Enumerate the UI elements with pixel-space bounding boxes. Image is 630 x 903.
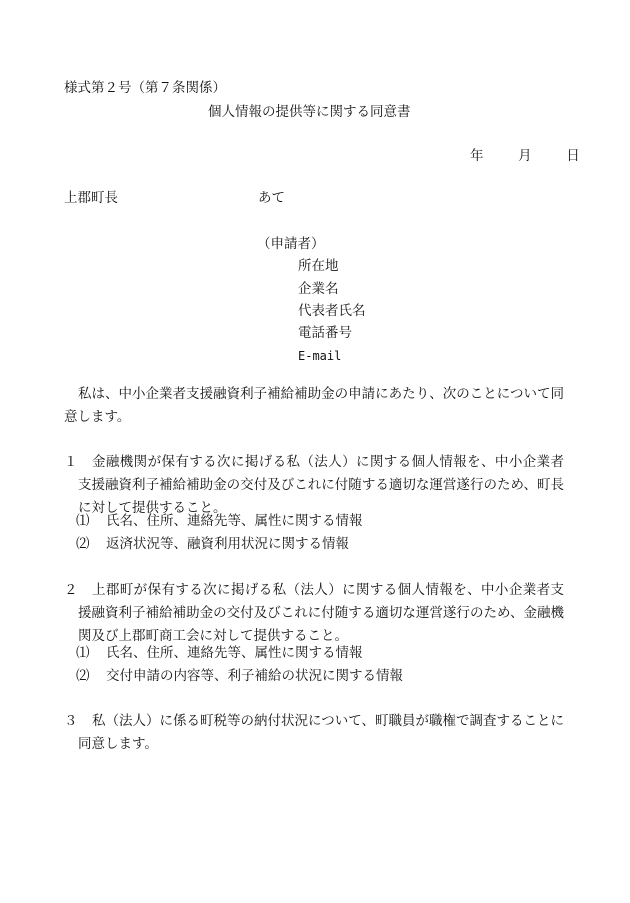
sub-item-number: ⑴ xyxy=(76,513,90,529)
applicant-field-address: 所在地 xyxy=(298,258,339,274)
addressee-name: 上郡町長 xyxy=(64,190,118,206)
consent-item-3-number: ３ xyxy=(64,713,78,729)
sub-item-number: ⑴ xyxy=(76,645,90,661)
applicant-heading: （申請者） xyxy=(257,236,325,252)
sub-item-text: 氏名、住所、連絡先等、属性に関する情報 xyxy=(106,513,363,529)
date-day: 日 xyxy=(566,148,580,164)
consent-item-1-sub-1 xyxy=(76,515,476,535)
applicant-field-phone: 電話番号 xyxy=(298,325,352,341)
date-month: 月 xyxy=(518,148,532,164)
sub-item-text: 返済状況等、融資利用状況に関する情報 xyxy=(106,536,349,552)
consent-item-2-sub-1 xyxy=(76,647,476,667)
form-label: 様式第２号（第７条関係） xyxy=(64,80,226,96)
consent-item-1-sub-2 xyxy=(76,538,476,558)
consent-item-3 xyxy=(64,710,564,758)
consent-item-1-number: １ xyxy=(64,454,78,470)
consent-item-2 xyxy=(64,579,564,649)
document-title: 個人情報の提供等に関する同意書 xyxy=(208,104,411,120)
date-line xyxy=(470,150,580,164)
applicant-field-representative: 代表者氏名 xyxy=(298,303,366,319)
addressee-suffix: あて xyxy=(258,190,285,206)
applicant-field-email: E-mail xyxy=(298,349,342,363)
sub-item-text: 交付申請の内容等、利子補給の状況に関する情報 xyxy=(106,668,403,684)
sub-item-text: 氏名、住所、連絡先等、属性に関する情報 xyxy=(106,645,363,661)
applicant-field-company: 企業名 xyxy=(298,281,339,297)
consent-item-3-text: 私（法人）に係る町税等の納付状況について、町職員が職権で調査することに同意します。 xyxy=(78,713,564,752)
consent-item-2-text: 上郡町が保有する次に掲げる私（法人）に関する個人情報を、中小企業者支援融資利子補給補助金の交付及びこれに付随する適切な運営遂行のため、金融機関及び上郡町商工会に対して提供すること。 xyxy=(78,582,564,644)
consent-item-2-sub-2 xyxy=(76,670,476,690)
sub-item-number: ⑵ xyxy=(76,668,90,684)
consent-item-2-number: ２ xyxy=(64,582,78,598)
consent-item-1 xyxy=(64,451,564,521)
sub-item-number: ⑵ xyxy=(76,536,90,552)
intro-paragraph: 私は、中小企業者支援融資利子補給補助金の申請にあたり、次のことについて同意します。 xyxy=(64,386,564,425)
consent-item-1-text: 金融機関が保有する次に掲げる私（法人）に関する個人情報を、中小企業者支援融資利子補給補助金の交付及びこれに付随する適切な運営遂行のため、町長に対して提供すること。 xyxy=(78,454,564,516)
date-year: 年 xyxy=(470,148,484,164)
